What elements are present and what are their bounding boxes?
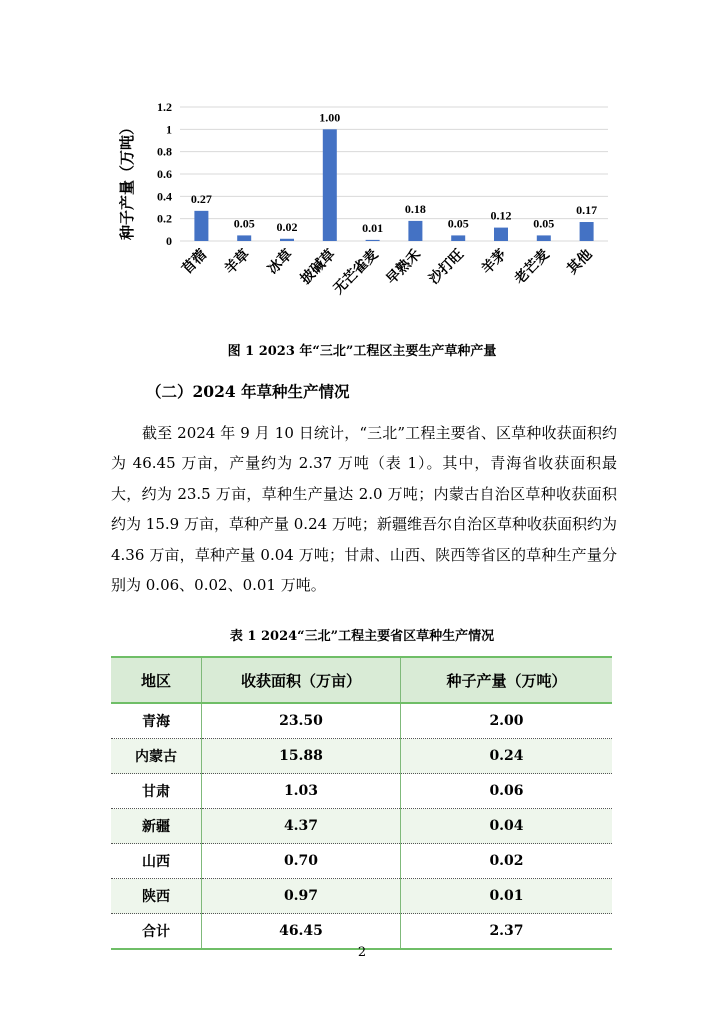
cell-area: 4.37 xyxy=(202,809,401,844)
x-tick-label: 无芒雀麦 xyxy=(330,246,382,298)
cell-region: 合计 xyxy=(111,914,202,950)
cell-area: 46.45 xyxy=(202,914,401,950)
cell-area: 15.88 xyxy=(202,739,401,774)
bar-chart xyxy=(110,95,620,320)
y-tick-label: 0.6 xyxy=(157,167,172,181)
data-label: 0.05 xyxy=(447,216,469,231)
y-tick-label: 0.4 xyxy=(157,189,172,204)
table-row xyxy=(111,703,612,739)
cell-yield: 0.06 xyxy=(401,774,613,809)
section-heading: （二）2024 年草种生产情况 xyxy=(146,382,350,401)
data-label: 0.12 xyxy=(490,208,512,223)
cell-region: 新疆 xyxy=(111,809,202,844)
x-tick-label: 羊茅 xyxy=(478,246,510,278)
cell-yield: 2.00 xyxy=(401,703,613,739)
cell-yield: 0.24 xyxy=(401,739,613,774)
x-tick-label: 其他 xyxy=(564,246,596,278)
x-tick-label: 早熟禾 xyxy=(383,246,425,288)
cell-region: 山西 xyxy=(111,844,202,879)
bar xyxy=(494,228,508,241)
data-label: 0.17 xyxy=(576,203,598,218)
data-label: 0.18 xyxy=(404,201,426,216)
x-tick-label: 老芒麦 xyxy=(511,246,553,288)
table-row xyxy=(111,809,612,844)
header-region: 地区 xyxy=(111,657,202,703)
production-table xyxy=(111,656,612,950)
bar xyxy=(237,235,251,241)
bar xyxy=(366,240,380,241)
y-axis-title: 种子产量（万吨） xyxy=(118,119,136,241)
data-label: 1.00 xyxy=(319,110,341,125)
bar xyxy=(280,239,294,241)
y-tick-label: 0.2 xyxy=(157,211,172,226)
bar xyxy=(323,129,337,241)
page-number: 2 xyxy=(357,945,367,960)
header-yield: 种子产量（万吨） xyxy=(401,657,613,703)
y-tick-label: 0 xyxy=(166,234,172,248)
data-label: 0.01 xyxy=(362,220,384,235)
table-row xyxy=(111,879,612,914)
table-caption: 表 1 2024“三北”工程主要省区草种生产情况 xyxy=(229,629,495,644)
cell-area: 0.97 xyxy=(202,879,401,914)
x-tick-label: 苜蓿 xyxy=(179,246,211,278)
table-row-total xyxy=(111,914,612,950)
cell-yield: 0.01 xyxy=(401,879,613,914)
table-row xyxy=(111,774,612,809)
figure-caption: 图 1 2023 年“三北”工程区主要生产草种产量 xyxy=(227,344,497,359)
cell-yield: 0.02 xyxy=(401,844,613,879)
bar xyxy=(408,221,422,241)
table-header-row xyxy=(111,657,612,703)
bar xyxy=(537,235,551,241)
x-tick-label: 冰草 xyxy=(264,246,296,278)
bar xyxy=(194,211,208,241)
cell-area: 0.70 xyxy=(202,844,401,879)
x-tick-label: 沙打旺 xyxy=(426,246,468,288)
y-tick-label: 0.8 xyxy=(157,144,172,159)
header-area: 收获面积（万亩） xyxy=(202,657,401,703)
table-row xyxy=(111,844,612,879)
body-paragraph: 截至 2024 年 9 月 10 日统计，“三北”工程主要省、区草种收获面积约为 46.45 万亩，产量约为 2.37 万吨（表 1）。其中，青海省收获面积最大，约为 23.5 万亩，草种生产量达 2.0 万吨；内蒙古自治区草种收获面积约为 15.9 万亩，草种产量 0.24 万吨；新疆维吾尔自治区草种收获面积约为 4.36 万亩，草种产量 0.04 万吨；甘肃、山西、陕西等省区的草种生产量分别为 0.06、0.02、0.01 万吨。 xyxy=(111,424,617,595)
cell-region: 陕西 xyxy=(111,879,202,914)
cell-region: 青海 xyxy=(111,703,202,739)
data-label: 0.27 xyxy=(190,191,212,206)
cell-yield: 2.37 xyxy=(401,914,613,950)
cell-area: 1.03 xyxy=(202,774,401,809)
y-tick-label: 1 xyxy=(166,122,172,137)
cell-region: 甘肃 xyxy=(111,774,202,809)
cell-area: 23.50 xyxy=(202,703,401,739)
x-tick-label: 羊草 xyxy=(221,246,254,278)
bar xyxy=(580,222,594,241)
cell-region: 内蒙古 xyxy=(111,739,202,774)
data-label: 0.05 xyxy=(533,216,555,231)
data-label: 0.05 xyxy=(233,216,255,231)
table-row xyxy=(111,739,612,774)
bar xyxy=(451,235,465,241)
cell-yield: 0.04 xyxy=(401,809,613,844)
y-tick-label: 1.2 xyxy=(157,100,172,114)
x-tick-label: 披碱草 xyxy=(297,246,339,288)
data-label: 0.02 xyxy=(276,219,298,234)
